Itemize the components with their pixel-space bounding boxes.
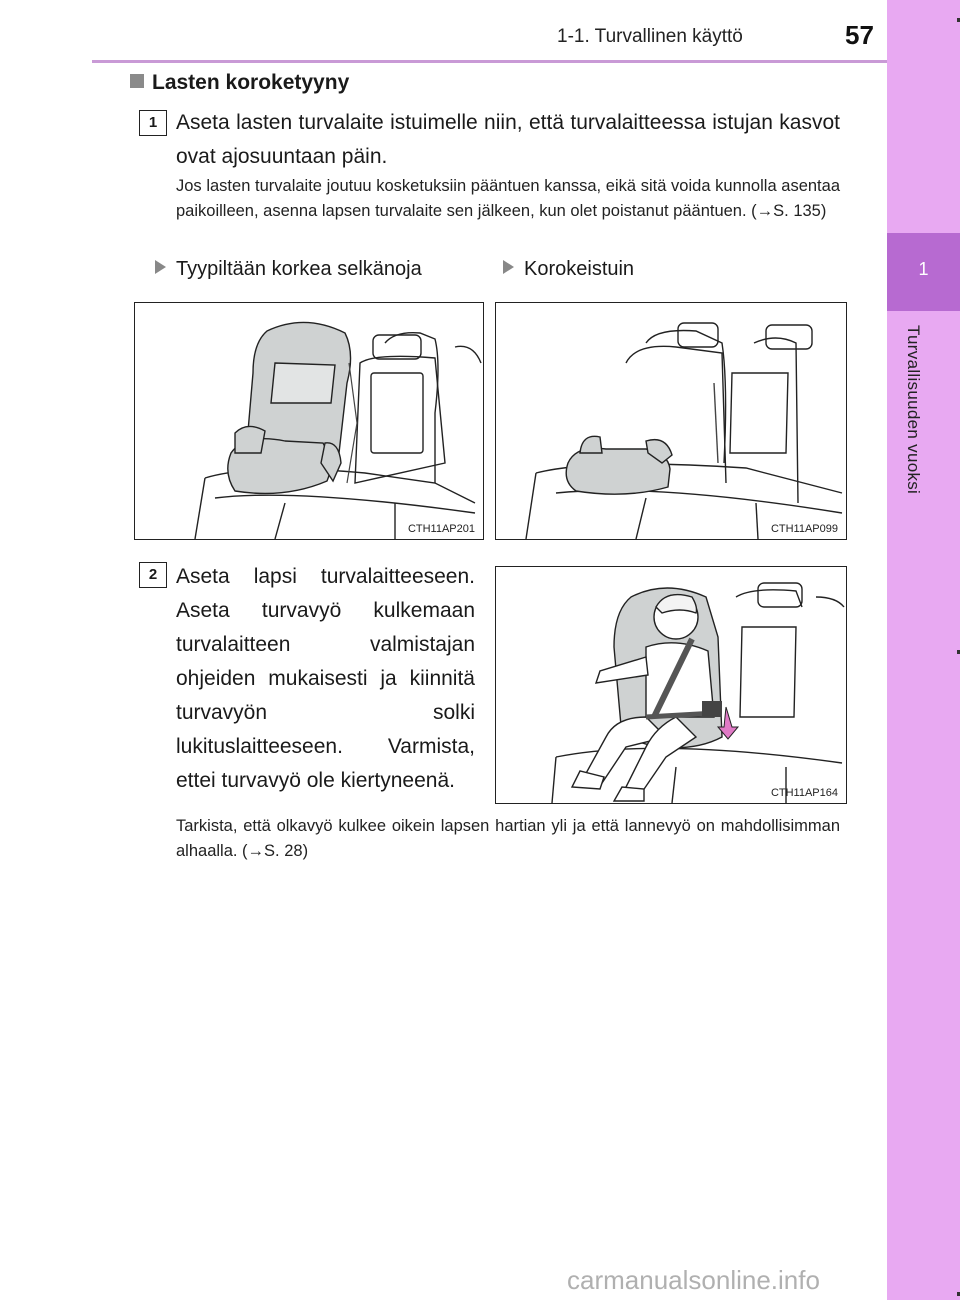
chapter-sidebar [887, 0, 960, 1300]
chapter-title: Turvallisuuden vuoksi [904, 325, 923, 495]
page-number: 57 [845, 20, 874, 50]
illustration-booster-cushion [495, 302, 847, 540]
running-header: 1-1. Turvallinen käyttö [557, 26, 743, 47]
section-title: Lasten koroketyyny [130, 71, 349, 95]
figure-label-high-back: Tyypiltään korkea selkänoja [155, 258, 422, 281]
step1-note: Jos lasten turvalaite joutuu kosketuksiin pääntuen kanssa, eikä sitä voida kunnolla asentaa paikoilleen, asenna lapsen turvalaite sen jälkeen, kun olet poistanut pääntuen. (→S. 135) [176, 177, 840, 220]
figure-code: CTH11AP164 [770, 787, 838, 799]
arrow-bullet-icon [155, 260, 166, 274]
illustration-child-belted [495, 566, 847, 804]
watermark: carmanualsonline.info [567, 1265, 820, 1295]
step-number-2: 2 [139, 562, 167, 588]
figure-code: CTH11AP099 [770, 523, 838, 535]
step2-text: Aseta lapsi turvalaitteeseen. Aseta turvavyö kulkemaan turvalaitteen valmistajan ohjeiden mukaisesti ja kiinnitä turvavyön solki lukituslaitteeseen. Varmista, ettei turvavyö ole kiertyneenä. [176, 565, 475, 792]
step1-text: Aseta lasten turvalaite istuimelle niin, että turvalaitteessa istujan kasvot ovat ajosuuntaan päin. [176, 111, 840, 168]
figure-code: CTH11AP201 [407, 523, 475, 535]
header-divider [92, 60, 887, 63]
chapter-number: 1 [918, 259, 929, 279]
illustration-high-back-booster [134, 302, 484, 540]
square-bullet-icon [130, 74, 144, 88]
chapter-tab[interactable] [887, 233, 960, 311]
step2-note: Tarkista, että olkavyö kulkee oikein lapsen hartian yli ja että lannevyö on mahdollisimman alhaalla. (→S. 28) [176, 817, 840, 860]
arrow-bullet-icon [503, 260, 514, 274]
step-number-1: 1 [139, 110, 167, 136]
figure-label-booster: Korokeistuin [503, 258, 634, 281]
